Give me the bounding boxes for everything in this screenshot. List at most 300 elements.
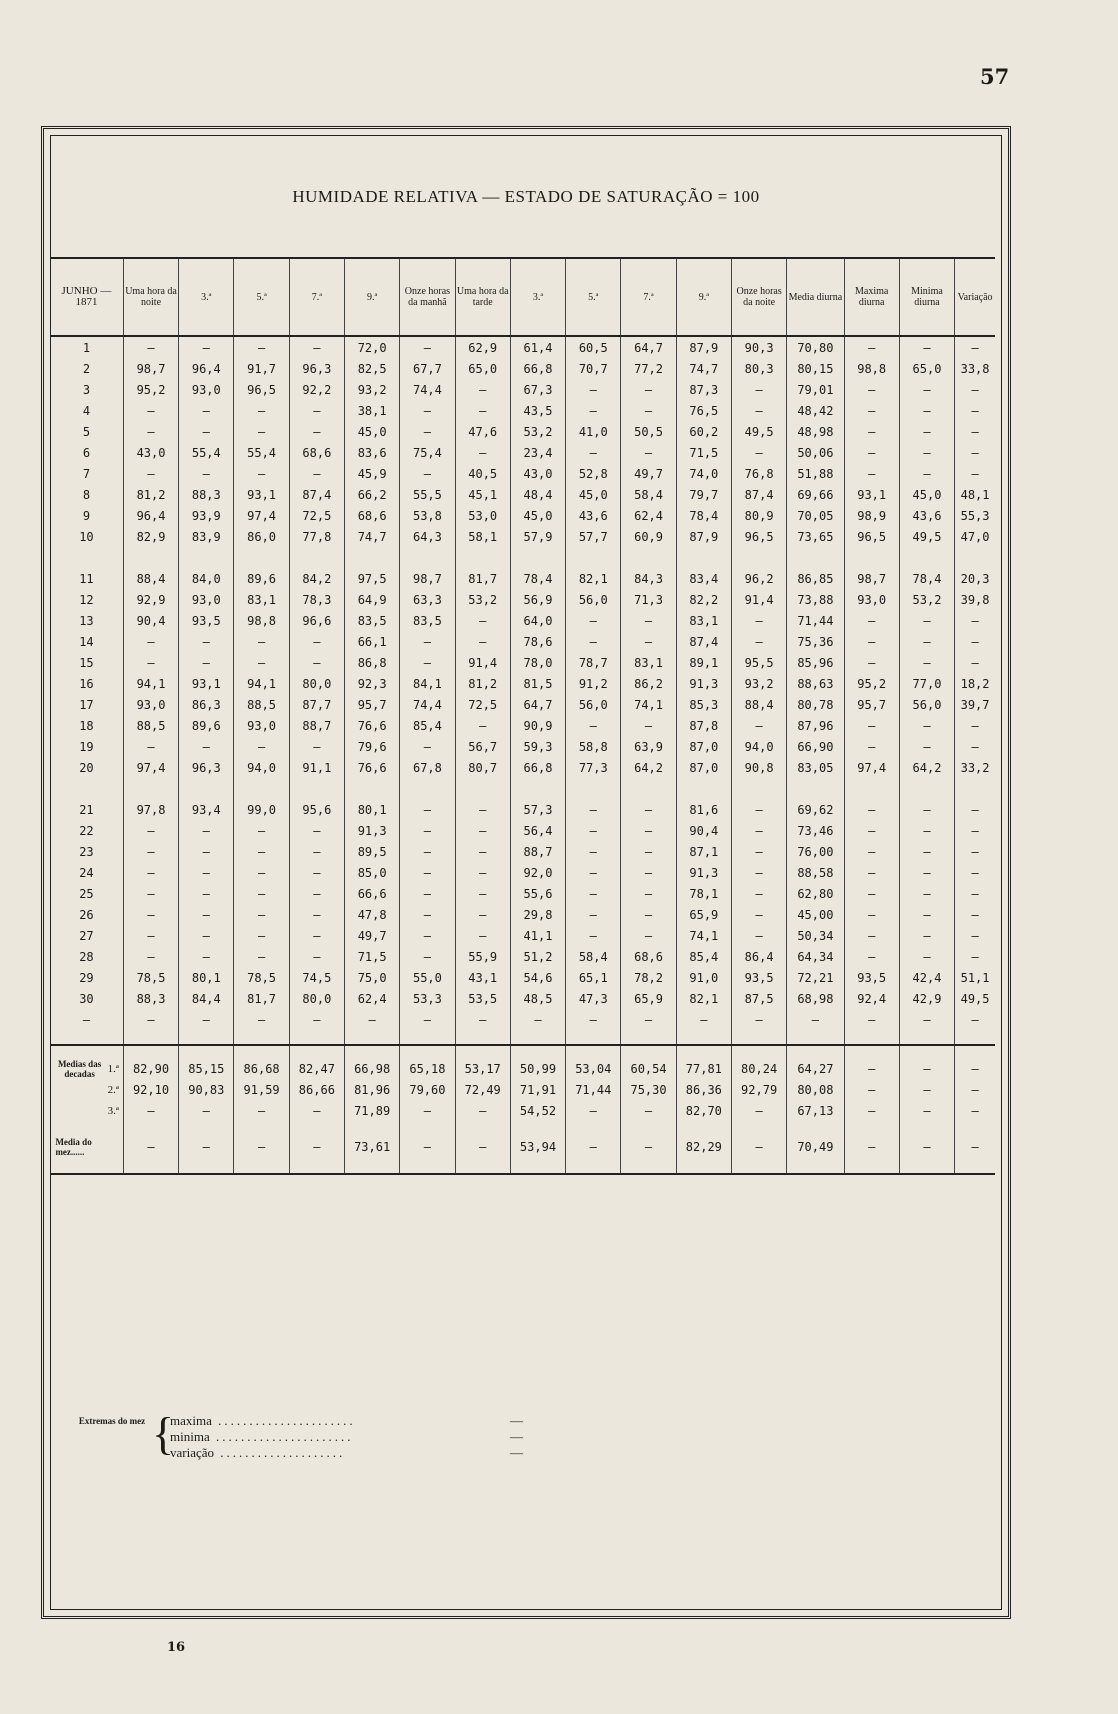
value-cell: 93,0: [123, 694, 178, 715]
value-cell: —: [455, 442, 510, 463]
decade-ordinal: 3.ª: [107, 1104, 119, 1117]
value-cell: 70,7: [566, 358, 621, 379]
table-row: [50, 820, 995, 841]
column-header: 3.ª: [179, 258, 234, 336]
value-cell: 66,1: [345, 631, 400, 652]
value-cell: 76,6: [345, 715, 400, 736]
value-cell: 67,8: [400, 757, 455, 778]
gap-cell: [179, 778, 234, 799]
value-cell: —: [731, 442, 786, 463]
value-cell: 84,4: [179, 988, 234, 1009]
gap-cell: [123, 547, 178, 568]
value-cell: 80,78: [787, 694, 844, 715]
value-cell: —: [123, 820, 178, 841]
gap-cell: [179, 1030, 234, 1045]
value-cell: 78,1: [676, 883, 731, 904]
value-cell: 87,0: [676, 757, 731, 778]
value-cell: —: [844, 904, 899, 925]
value-cell: —: [455, 799, 510, 820]
value-cell: 48,42: [787, 400, 844, 421]
value-cell: —: [289, 1100, 344, 1121]
value-cell: —: [955, 1045, 995, 1079]
value-cell: —: [289, 652, 344, 673]
value-cell: 72,49: [455, 1079, 510, 1100]
value-cell: 56,9: [510, 589, 565, 610]
value-cell: 43,0: [123, 442, 178, 463]
gap-cell: [234, 1030, 289, 1045]
value-cell: —: [731, 1121, 786, 1174]
value-cell: —: [621, 715, 676, 736]
value-cell: 77,8: [289, 526, 344, 547]
value-cell: 73,61: [345, 1121, 400, 1174]
table-row: [50, 673, 995, 694]
day-cell: 6: [82, 445, 91, 460]
gap-cell: [510, 778, 565, 799]
value-cell: —: [899, 799, 954, 820]
column-header: Uma hora da noite: [123, 258, 178, 336]
value-cell: 64,2: [621, 757, 676, 778]
value-cell: —: [123, 1121, 178, 1174]
value-cell: —: [123, 862, 178, 883]
value-cell: —: [899, 1045, 954, 1079]
value-cell: —: [955, 841, 995, 862]
value-cell: —: [955, 463, 995, 484]
value-cell: 51,88: [787, 463, 844, 484]
value-cell: —: [400, 841, 455, 862]
value-cell: —: [955, 421, 995, 442]
value-cell: 96,5: [234, 379, 289, 400]
value-cell: 53,8: [400, 505, 455, 526]
value-cell: 91,1: [289, 757, 344, 778]
value-cell: 78,6: [510, 631, 565, 652]
value-cell: 93,2: [345, 379, 400, 400]
value-cell: —: [400, 463, 455, 484]
value-cell: 78,2: [621, 967, 676, 988]
value-cell: 88,5: [123, 715, 178, 736]
value-cell: 71,5: [676, 442, 731, 463]
value-cell: 92,79: [731, 1079, 786, 1100]
value-cell: —: [844, 442, 899, 463]
value-cell: 69,66: [787, 484, 844, 505]
page-number: 57: [980, 64, 1010, 89]
value-cell: —: [455, 1009, 510, 1030]
value-cell: 45,0: [566, 484, 621, 505]
value-cell: —: [955, 1079, 995, 1100]
decade-ordinal: 1.ª: [107, 1062, 119, 1075]
value-cell: 42,9: [899, 988, 954, 1009]
value-cell: 66,8: [510, 358, 565, 379]
value-cell: 39,8: [955, 589, 995, 610]
value-cell: —: [955, 610, 995, 631]
table-body: [50, 336, 995, 1174]
day-cell: 11: [79, 571, 94, 586]
value-cell: 43,1: [455, 967, 510, 988]
value-cell: —: [844, 946, 899, 967]
value-cell: —: [400, 736, 455, 757]
column-header: Variação: [955, 258, 995, 336]
value-cell: 92,3: [345, 673, 400, 694]
table-row: [50, 463, 995, 484]
value-cell: 89,5: [345, 841, 400, 862]
value-cell: 64,27: [787, 1045, 844, 1079]
value-cell: 75,36: [787, 631, 844, 652]
value-cell: 84,1: [400, 673, 455, 694]
gap-cell: [899, 778, 954, 799]
value-cell: 71,5: [345, 946, 400, 967]
value-cell: 81,6: [676, 799, 731, 820]
decade-mean-row: [50, 1079, 995, 1100]
value-cell: 99,0: [234, 799, 289, 820]
value-cell: 73,46: [787, 820, 844, 841]
day-cell: 18: [79, 718, 94, 733]
table-row: [50, 799, 995, 820]
value-cell: 65,9: [621, 988, 676, 1009]
value-cell: —: [123, 841, 178, 862]
value-cell: 78,7: [566, 652, 621, 673]
leader-dots: ......................: [211, 1413, 356, 1428]
value-cell: —: [400, 631, 455, 652]
value-cell: 75,30: [621, 1079, 676, 1100]
value-cell: —: [566, 631, 621, 652]
gap-cell: [455, 778, 510, 799]
value-cell: 93,0: [844, 589, 899, 610]
value-cell: —: [123, 736, 178, 757]
value-cell: 81,2: [455, 673, 510, 694]
day-cell: 19: [79, 739, 94, 754]
value-cell: —: [289, 883, 344, 904]
value-cell: 41,0: [566, 421, 621, 442]
value-cell: —: [179, 841, 234, 862]
value-cell: —: [955, 400, 995, 421]
value-cell: 57,3: [510, 799, 565, 820]
value-cell: 83,05: [787, 757, 844, 778]
value-cell: 56,0: [566, 694, 621, 715]
value-cell: —: [289, 862, 344, 883]
value-cell: —: [844, 820, 899, 841]
value-cell: —: [234, 946, 289, 967]
gap-cell: [123, 1030, 178, 1045]
value-cell: 81,2: [123, 484, 178, 505]
gap-cell: [844, 547, 899, 568]
value-cell: —: [455, 883, 510, 904]
value-cell: 90,8: [731, 757, 786, 778]
value-cell: 53,2: [455, 589, 510, 610]
value-cell: 53,2: [510, 421, 565, 442]
column-header: 9.ª: [676, 258, 731, 336]
value-cell: 87,0: [676, 736, 731, 757]
value-cell: 84,3: [621, 568, 676, 589]
value-cell: —: [955, 904, 995, 925]
value-cell: —: [179, 883, 234, 904]
value-cell: 54,52: [510, 1100, 565, 1121]
value-cell: —: [234, 883, 289, 904]
value-cell: 90,83: [179, 1079, 234, 1100]
value-cell: —: [621, 820, 676, 841]
table-row: [50, 484, 995, 505]
value-cell: 47,3: [566, 988, 621, 1009]
value-cell: 68,98: [787, 988, 844, 1009]
value-cell: 55,9: [455, 946, 510, 967]
value-cell: —: [955, 652, 995, 673]
gap-cell: [955, 547, 995, 568]
value-cell: —: [731, 841, 786, 862]
value-cell: 93,2: [731, 673, 786, 694]
day-cell: 30: [79, 991, 94, 1006]
value-cell: 65,1: [566, 967, 621, 988]
value-cell: —: [844, 1121, 899, 1174]
value-cell: —: [621, 1009, 676, 1030]
column-header: Maxima diurna: [844, 258, 899, 336]
value-cell: 43,0: [510, 463, 565, 484]
decade-mean-row: [50, 1045, 995, 1079]
value-cell: —: [400, 336, 455, 358]
value-cell: —: [179, 463, 234, 484]
value-cell: —: [844, 421, 899, 442]
day-cell: 8: [82, 487, 91, 502]
value-cell: —: [455, 379, 510, 400]
gap-cell: [676, 778, 731, 799]
value-cell: —: [621, 631, 676, 652]
value-cell: 81,7: [455, 568, 510, 589]
value-cell: 86,2: [621, 673, 676, 694]
gap-cell: [787, 778, 844, 799]
value-cell: 70,49: [787, 1121, 844, 1174]
value-cell: 86,68: [234, 1045, 289, 1079]
day-cell: 9: [82, 508, 91, 523]
value-cell: —: [566, 799, 621, 820]
value-cell: 68,6: [289, 442, 344, 463]
table-row: [50, 946, 995, 967]
gap-cell: [400, 778, 455, 799]
value-cell: —: [621, 442, 676, 463]
value-cell: —: [621, 904, 676, 925]
column-header: 5.ª: [234, 258, 289, 336]
gap-cell: [289, 1030, 344, 1045]
value-cell: 87,4: [731, 484, 786, 505]
value-cell: 80,0: [289, 988, 344, 1009]
footer-number: 16: [167, 1640, 186, 1655]
value-cell: 95,2: [123, 379, 178, 400]
value-cell: —: [566, 1121, 621, 1174]
gap-cell: [566, 1030, 621, 1045]
value-cell: —: [455, 904, 510, 925]
value-cell: 40,5: [455, 463, 510, 484]
value-cell: —: [955, 1100, 995, 1121]
value-cell: —: [123, 336, 178, 358]
day-cell: 5: [82, 424, 91, 439]
value-cell: —: [234, 652, 289, 673]
value-cell: —: [179, 736, 234, 757]
value-cell: —: [400, 400, 455, 421]
decade-ordinal: 2.ª: [107, 1083, 119, 1096]
value-cell: 88,5: [234, 694, 289, 715]
value-cell: —: [899, 1079, 954, 1100]
value-cell: 51,1: [955, 967, 995, 988]
day-cell: 27: [79, 928, 94, 943]
value-cell: 66,98: [345, 1045, 400, 1079]
value-cell: —: [455, 1121, 510, 1174]
value-cell: —: [844, 736, 899, 757]
value-cell: 82,1: [566, 568, 621, 589]
decade-label-cell: [50, 1079, 123, 1100]
value-cell: 74,1: [676, 925, 731, 946]
decade-label-cell: [50, 1100, 123, 1121]
value-cell: 87,3: [676, 379, 731, 400]
value-cell: 53,17: [455, 1045, 510, 1079]
value-cell: —: [400, 925, 455, 946]
value-cell: —: [844, 1100, 899, 1121]
value-cell: 58,8: [566, 736, 621, 757]
value-cell: —: [400, 1100, 455, 1121]
decade-mean-row: [50, 1100, 995, 1121]
value-cell: —: [676, 1009, 731, 1030]
gap-cell: [899, 1030, 954, 1045]
value-cell: —: [234, 1100, 289, 1121]
value-cell: —: [234, 463, 289, 484]
value-cell: —: [179, 1100, 234, 1121]
value-cell: 65,9: [676, 904, 731, 925]
value-cell: —: [955, 925, 995, 946]
value-cell: 74,1: [621, 694, 676, 715]
value-cell: 98,7: [844, 568, 899, 589]
value-cell: 78,4: [676, 505, 731, 526]
value-cell: 87,9: [676, 526, 731, 547]
value-cell: —: [566, 610, 621, 631]
value-cell: 92,10: [123, 1079, 178, 1100]
value-cell: 91,0: [676, 967, 731, 988]
value-cell: 64,34: [787, 946, 844, 967]
table-row: [50, 1009, 995, 1030]
page-title: HUMIDADE RELATIVA — ESTADO DE SATURAÇÃO = 100: [292, 187, 760, 206]
value-cell: 87,96: [787, 715, 844, 736]
value-cell: 93,5: [179, 610, 234, 631]
value-cell: 80,9: [731, 505, 786, 526]
value-cell: —: [345, 1009, 400, 1030]
value-cell: 86,4: [731, 946, 786, 967]
value-cell: —: [899, 379, 954, 400]
value-cell: —: [899, 862, 954, 883]
value-cell: 76,00: [787, 841, 844, 862]
decades-label: Medias das decadas: [57, 1058, 102, 1079]
value-cell: 97,8: [123, 799, 178, 820]
value-cell: 60,54: [621, 1045, 676, 1079]
value-cell: 45,1: [455, 484, 510, 505]
value-cell: 51,2: [510, 946, 565, 967]
value-cell: 64,0: [510, 610, 565, 631]
table-row: [50, 967, 995, 988]
value-cell: 52,8: [566, 463, 621, 484]
value-cell: 56,0: [566, 589, 621, 610]
value-cell: —: [179, 862, 234, 883]
value-cell: 98,8: [844, 358, 899, 379]
value-cell: 33,8: [955, 358, 995, 379]
value-cell: 97,5: [345, 568, 400, 589]
value-cell: 48,1: [955, 484, 995, 505]
value-cell: —: [566, 925, 621, 946]
value-cell: 89,6: [179, 715, 234, 736]
value-cell: 85,4: [400, 715, 455, 736]
value-cell: 50,06: [787, 442, 844, 463]
day-cell: 22: [79, 823, 94, 838]
value-cell: 49,5: [899, 526, 954, 547]
value-cell: 61,4: [510, 336, 565, 358]
value-cell: 71,91: [510, 1079, 565, 1100]
value-cell: 81,5: [510, 673, 565, 694]
value-cell: 87,5: [731, 988, 786, 1009]
value-cell: —: [844, 1045, 899, 1079]
value-cell: 97,4: [234, 505, 289, 526]
value-cell: 18,2: [955, 673, 995, 694]
value-cell: —: [289, 631, 344, 652]
value-cell: 92,0: [510, 862, 565, 883]
value-cell: —: [955, 736, 995, 757]
gap-cell: [844, 778, 899, 799]
value-cell: —: [899, 736, 954, 757]
value-cell: 53,04: [566, 1045, 621, 1079]
value-cell: —: [400, 1121, 455, 1174]
value-cell: 82,47: [289, 1045, 344, 1079]
value-cell: —: [844, 715, 899, 736]
value-cell: 98,8: [234, 610, 289, 631]
value-cell: —: [621, 841, 676, 862]
extreme-name: minima: [170, 1429, 210, 1444]
table-frame: [41, 126, 1011, 1619]
value-cell: —: [123, 925, 178, 946]
value-cell: 95,5: [731, 652, 786, 673]
value-cell: 87,4: [289, 484, 344, 505]
value-cell: —: [899, 421, 954, 442]
table-row: [50, 694, 995, 715]
value-cell: —: [844, 799, 899, 820]
value-cell: 73,65: [787, 526, 844, 547]
day-cell: 1: [82, 340, 91, 355]
value-cell: 58,1: [455, 526, 510, 547]
value-cell: —: [123, 652, 178, 673]
value-cell: —: [455, 862, 510, 883]
value-cell: 57,9: [510, 526, 565, 547]
value-cell: 72,5: [455, 694, 510, 715]
value-cell: 86,3: [179, 694, 234, 715]
value-cell: 85,4: [676, 946, 731, 967]
value-cell: —: [844, 862, 899, 883]
day-cell: 3: [82, 382, 91, 397]
value-cell: 79,7: [676, 484, 731, 505]
gap-cell: [345, 547, 400, 568]
value-cell: 76,8: [731, 463, 786, 484]
day-cell: 28: [79, 949, 94, 964]
value-cell: 87,8: [676, 715, 731, 736]
value-cell: —: [566, 442, 621, 463]
table-row: [50, 736, 995, 757]
value-cell: 65,18: [400, 1045, 455, 1079]
value-cell: 98,9: [844, 505, 899, 526]
value-cell: 92,4: [844, 988, 899, 1009]
value-cell: 94,1: [123, 673, 178, 694]
value-cell: —: [955, 883, 995, 904]
value-cell: 74,0: [676, 463, 731, 484]
value-cell: —: [731, 1009, 786, 1030]
value-cell: —: [731, 610, 786, 631]
gap-cell: [955, 778, 995, 799]
value-cell: 82,1: [676, 988, 731, 1009]
value-cell: 84,2: [289, 568, 344, 589]
value-cell: —: [400, 421, 455, 442]
value-cell: —: [844, 336, 899, 358]
gap-cell: [676, 1030, 731, 1045]
value-cell: 89,6: [234, 568, 289, 589]
value-cell: —: [289, 400, 344, 421]
value-cell: —: [621, 1100, 676, 1121]
